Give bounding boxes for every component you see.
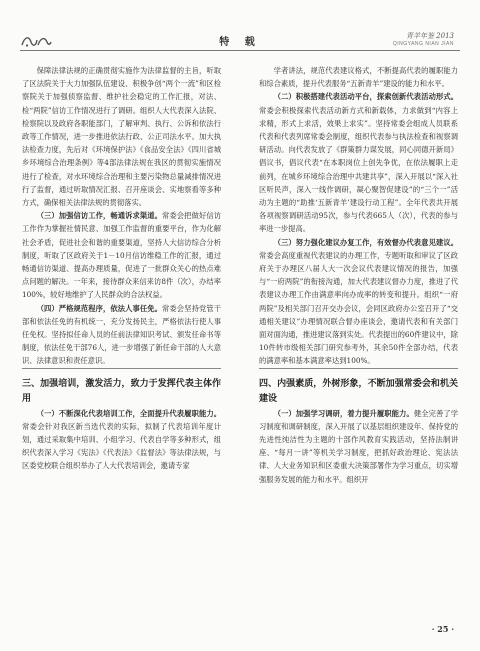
yearbook-name <box>393 31 454 47</box>
header-divider <box>20 50 460 51</box>
section-title: 特 载 <box>219 37 261 48</box>
paragraph-text: 常委会高度重视代表建议的办理工作，专题听取和审议了区政府关于办理区八届人大一次会议代表建议情况的报告，加强与“一府两院”的衔接沟通，加大代表建议督办力度，推进了代表建议办理工作由满意率向办成率的转变和提升。组织“一府两院”及相关部门召开交办会议，会同区政府办公室召开了“交通相关建议”办理情况联合督办座谈会，邀请代表和有关部门面对面沟通，推进建议落到实处。代表提出的60件建议中，除10件转市级相关部门研究参考外，其余50件全部办结，代表的满意率和基本满意率达到100%。 <box>259 250 458 366</box>
paragraph: 学者讲法，规范代表建议格式，不断提高代表的履职能力和综合素质，提升代表服务“五新青羊”建设的能力和水平。 <box>259 66 458 89</box>
subsection-heading: （三）加强信访工作，畅通诉求渠道。 <box>36 211 163 221</box>
subsection-heading: （四）严格规范程序，依法人事任免。 <box>36 303 163 313</box>
paragraph-text: 常委会坚持党管干部和依法任免的有机统一，充分发扬民主，严格依法行使人事任免权。坚持拟任命人员的任前法律知识考试、颁发任命书等制度，依法任免干部76人，进一步增强了新任命干部的人大意识、法律意识和责任意识。 <box>22 303 221 366</box>
subsection-paragraph <box>22 302 221 368</box>
subsection-paragraph <box>259 407 458 486</box>
section-heading: 四、内强素质，外树形象，不断加强常委会和机关建设 <box>259 368 458 407</box>
subsection-heading: （一）不断深化代表培训工作，全面提升代表履职能力。 <box>36 408 221 418</box>
right-column <box>259 64 458 616</box>
paragraph: 保障法律法规的正确贯彻实施作为法律监督的主旨，听取了区法院关于大力加强队伍建设、积极争创“两个一流”和区检察院关于加强侦察监督、维护社会稳定的工作汇报，对法、检“两院”信访工作情况进行了调研。组织人大代表深入法院、检察院以及政府各职能部门，了解审判、执行、公诉和依法行政等工作情况，进一步推进依法行政、公正司法水平。加大执法检查力度，先后对《环境保护法》《食品安全法》《四川省城乡环境综合治理条例》等4部法律法规在我区的贯彻实施情况进行了检查，对水环境综合治理和主要污染物总量减排情况进行了监督，通过听取情况汇报、召开座谈会、实地察看等多种方式，确保相关法律法规的贯彻落实。 <box>22 66 221 208</box>
subsection-paragraph <box>259 236 458 368</box>
page-number: · 25 · <box>431 624 454 634</box>
subsection-paragraph <box>22 209 221 301</box>
subsection-heading: （二）积极搭建代表活动平台，探索创新代表活动形式。 <box>273 92 458 102</box>
left-column <box>22 64 221 604</box>
yearbook-name-en: QINGYANG NIAN JIAN <box>392 41 454 47</box>
subsection-heading: （三）努力强化建议办复工作，有效督办代表意见建议。 <box>273 237 458 247</box>
subsection-paragraph <box>259 90 458 235</box>
paragraph-text: 常委会积极探索代表活动新方式和新载体，力求做到“内容上求精，形式上求活，效果上求实”。坚持常委会组成人员联系代表和代表列席常委会制度，组织代表参与执法检查和视察调研活动。向代表发放了《群策群力谋发展，同心同德开新局》倡议书，倡议代表“在本职岗位上创先争优，在依法履职上走前列，在城乡环境综合治理中共建共享”，深入开展以“深入社区听民声，深入一线作调研，凝心聚智促建设”的“三个一”活动为主题的“助推‘五新青羊’建设行动工程”。全年代表共开展各项视察调研活动95次，参与代表665人（次），代表的参与率进一步提高。 <box>259 105 458 234</box>
yearbook-name-cn: 青羊年鉴 2013 <box>405 32 454 40</box>
section-heading: 三、加强培训，激发活力，致力于发挥代表主体作用 <box>22 368 221 407</box>
subsection-paragraph <box>22 407 221 473</box>
paragraph-text: 常委会把做好信访工作作为掌握社情民意、加强工作监督的重要平台，作为化解社会矛盾，促进社会和谐的重要渠道，坚持人大信访综合分析制度，听取了区政府关于1－10月信访维稳工作的汇报，通过畅通信访渠道、提高办理质量，促进了一批群众关心的热点难点问题的解决。一年来，接待群众来信来访8件（次），办结率100%，较好地维护了人民群众的合法权益。 <box>22 211 221 300</box>
paragraph-text: 健全完善了学习制度和调研制度，深入开展了以基层组织建设年、保持党的先进性纯洁性为主题的十部作风教育实践活动，坚持法制讲座、“每月一讲”等机关学习制度，把抓好政治理论、宪法法律、人大业务知识和区委重大决策部署作为学习重点，切实增强服务发展的能力和水平。组织开 <box>259 408 458 484</box>
subsection-heading: （一）加强学习调研，着力提升履职能力。 <box>273 408 414 418</box>
paragraph-text: 常委会针对我区新当选代表的实际，拟制了代表培训年度计划，通过采取集中培训、小组学习、代表自学等多种形式，组织代表深入学习《宪法》《代表法》《监督法》等法律法规，与区委党校联合组织举办了人大代表培训会，邀请专家 <box>22 421 221 471</box>
